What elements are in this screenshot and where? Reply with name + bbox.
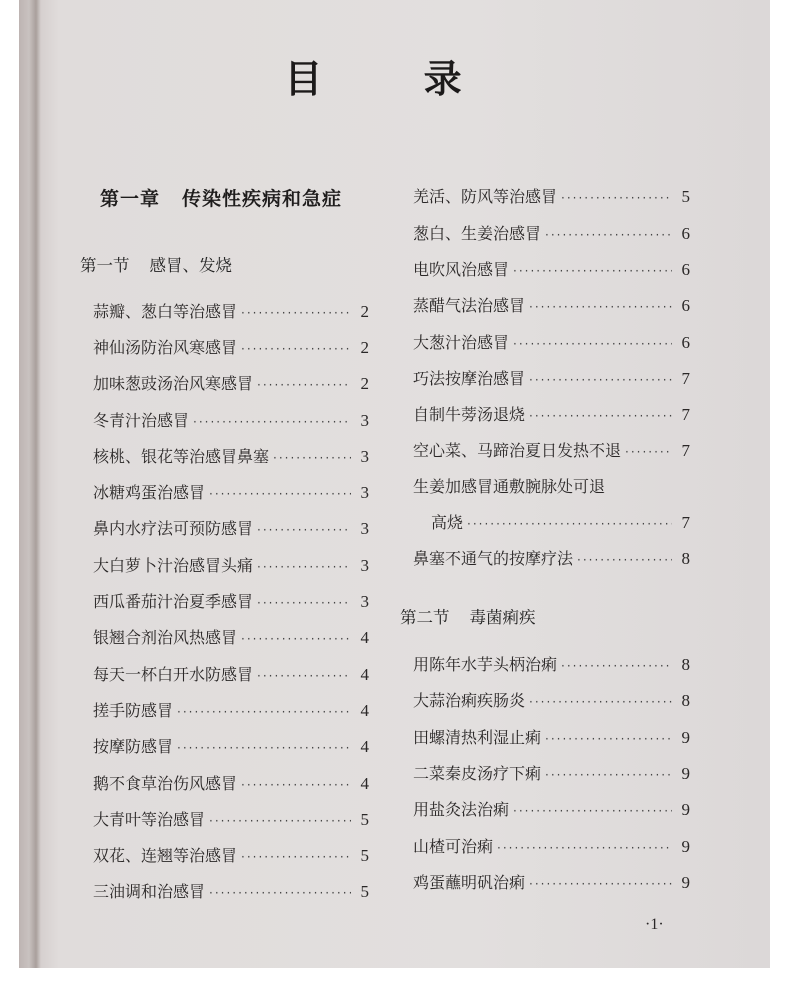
toc-entry[interactable]: 大蒜治痢疾肠炎 ····· 8 (413, 688, 690, 712)
toc-entry[interactable]: 巧法按摩治感冒 ····· 7 (413, 366, 690, 390)
page-title: 目 录 (284, 57, 506, 101)
dot-leader (545, 732, 672, 746)
page-ref: 9 (681, 837, 690, 856)
chapter-label: 第一章 (100, 188, 161, 210)
dot-leader (513, 264, 672, 278)
toc-entry[interactable]: 银翘合剂治风热感冒 ····· 4 (93, 625, 369, 649)
dot-leader (513, 804, 672, 818)
toc-entry[interactable]: 加味葱豉汤治风寒感冒 ····· 2 (93, 371, 369, 395)
toc-entry[interactable]: 大葱汁治感冒 ····· 6 (413, 330, 690, 354)
dot-leader (257, 669, 351, 683)
toc-entry[interactable]: 空心菜、马蹄治夏日发热不退 ····· 7 (413, 438, 690, 462)
dot-leader (241, 342, 351, 356)
toc-entry[interactable]: 电吹风治感冒 ····· 6 (413, 257, 690, 281)
section-heading-1 (80, 252, 232, 276)
toc-entry[interactable]: 神仙汤防治风寒感冒 ····· 2 (93, 335, 369, 359)
toc-entry[interactable]: 蒸醋气法治感冒 ····· 6 (413, 293, 690, 317)
page-ref: 6 (681, 260, 690, 279)
toc-entry[interactable]: 鹅不食草治伤风感冒 ····· 4 (93, 771, 369, 795)
page-ref: 8 (681, 549, 690, 568)
page-ref: 3 (360, 592, 369, 611)
dot-leader (209, 886, 351, 900)
toc-entry[interactable]: 冰糖鸡蛋治感冒 ····· 3 (93, 480, 369, 504)
dot-leader (529, 409, 672, 423)
dot-leader (257, 560, 351, 574)
dot-leader (497, 841, 672, 855)
toc-entry[interactable]: 三油调和治感冒 ····· 5 (93, 879, 369, 903)
page-ref: 2 (360, 302, 369, 321)
page-ref: 3 (360, 483, 369, 502)
toc-entry[interactable]: 核桃、银花等治感冒鼻塞 ····· 3 (93, 444, 369, 468)
toc-entry[interactable]: 鼻内水疗法可预防感冒 ····· 3 (93, 516, 369, 540)
toc-entry[interactable]: 按摩防感冒 ····· 4 (93, 734, 369, 758)
page-ref: 6 (681, 224, 690, 243)
dot-leader (241, 778, 351, 792)
page-ref: 4 (360, 665, 369, 684)
dot-leader (467, 517, 672, 531)
dot-leader (273, 451, 351, 465)
toc-entry[interactable]: 冬青汁治感冒 ····· 3 (93, 408, 369, 432)
section-label: 第二节 (400, 608, 450, 627)
page-ref: 2 (360, 338, 369, 357)
page-ref: 7 (681, 441, 690, 460)
page-ref: 8 (681, 691, 690, 710)
page-ref: 8 (681, 655, 690, 674)
toc-entry[interactable]: 西瓜番茄汁治夏季感冒 ····· 3 (93, 589, 369, 613)
dot-leader (209, 814, 351, 828)
dot-leader (529, 373, 672, 387)
dot-leader (241, 306, 351, 320)
page-number: ·1· (645, 916, 664, 933)
dot-leader (257, 378, 351, 392)
dot-leader (529, 300, 672, 314)
page-ref: 9 (681, 728, 690, 747)
page-ref: 3 (360, 411, 369, 430)
dot-leader (625, 445, 672, 459)
section-heading-2 (400, 604, 536, 628)
page-ref: 4 (360, 774, 369, 793)
dot-leader (177, 705, 351, 719)
page-ref: 9 (681, 764, 690, 783)
section-title: 感冒、发烧 (149, 256, 232, 275)
page-ref: 7 (681, 513, 690, 532)
toc-entry[interactable]: 山楂可治痢 ····· 9 (413, 834, 690, 858)
dot-leader (529, 877, 672, 891)
dot-leader (257, 523, 351, 537)
toc-entry[interactable]: 生姜加感冒通敷腕脉处可退 (413, 477, 606, 496)
page-ref: 6 (681, 296, 690, 315)
toc-entry[interactable]: 用陈年水芋头柄治痢 ····· 8 (413, 652, 690, 676)
toc-entry-continuation[interactable]: 高烧 ····· 7 (413, 510, 690, 534)
page-ref: 5 (681, 187, 690, 206)
toc-entry[interactable]: 自制牛蒡汤退烧 ····· 7 (413, 402, 690, 426)
page-ref: 2 (360, 374, 369, 393)
toc-entry[interactable]: 蒜瓣、葱白等治感冒 ····· 2 (93, 299, 369, 323)
dot-leader (561, 659, 672, 673)
toc-entry[interactable]: 大青叶等治感冒 ····· 5 (93, 807, 369, 831)
toc-entry[interactable]: 羌活、防风等治感冒 ····· 5 (413, 184, 690, 208)
dot-leader (513, 337, 672, 351)
page-ref: 7 (681, 369, 690, 388)
dot-leader (529, 695, 672, 709)
toc-entry[interactable]: 搓手防感冒 ····· 4 (93, 698, 369, 722)
page-ref: 9 (681, 800, 690, 819)
dot-leader (241, 850, 351, 864)
chapter-title: 传染性疾病和急症 (182, 188, 343, 210)
section-title: 毒菌痢疾 (469, 608, 536, 627)
dot-leader (193, 415, 351, 429)
dot-leader (545, 768, 672, 782)
page-ref: 9 (681, 873, 690, 892)
toc-entry[interactable]: 双花、连翘等治感冒 ····· 5 (93, 843, 369, 867)
toc-entry[interactable]: 葱白、生姜治感冒 ····· 6 (413, 221, 690, 245)
dot-leader (177, 741, 351, 755)
toc-entry[interactable]: 鸡蛋蘸明矾治痢 ····· 9 (413, 870, 690, 894)
page-ref: 3 (360, 556, 369, 575)
section-label: 第一节 (80, 256, 130, 275)
toc-entry[interactable]: 田螺清热利湿止痢 ····· 9 (413, 725, 690, 749)
dot-leader (561, 191, 672, 205)
page-ref: 4 (360, 628, 369, 647)
dot-leader (209, 487, 351, 501)
chapter-heading (100, 184, 342, 211)
toc-entry[interactable]: 用盐灸法治痢 ····· 9 (413, 797, 690, 821)
dot-leader (241, 632, 351, 646)
page-ref: 4 (360, 701, 369, 720)
page-ref: 4 (360, 737, 369, 756)
toc-entry[interactable]: 大白萝卜汁治感冒头痛 ····· 3 (93, 553, 369, 577)
page-ref: 7 (681, 405, 690, 424)
toc-entry[interactable]: 每天一杯白开水防感冒 ····· 4 (93, 662, 369, 686)
dot-leader (257, 596, 351, 610)
page-ref: 3 (360, 447, 369, 466)
dot-leader (577, 553, 672, 567)
toc-entry[interactable]: 二菜秦皮汤疗下痢 ····· 9 (413, 761, 690, 785)
page-ref: 3 (360, 519, 369, 538)
page-ref: 5 (360, 882, 369, 901)
page-ref: 5 (360, 846, 369, 865)
page-ref: 6 (681, 333, 690, 352)
dot-leader (545, 228, 672, 242)
page-ref: 5 (360, 810, 369, 829)
toc-entry[interactable]: 鼻塞不通气的按摩疗法 ····· 8 (413, 546, 690, 570)
